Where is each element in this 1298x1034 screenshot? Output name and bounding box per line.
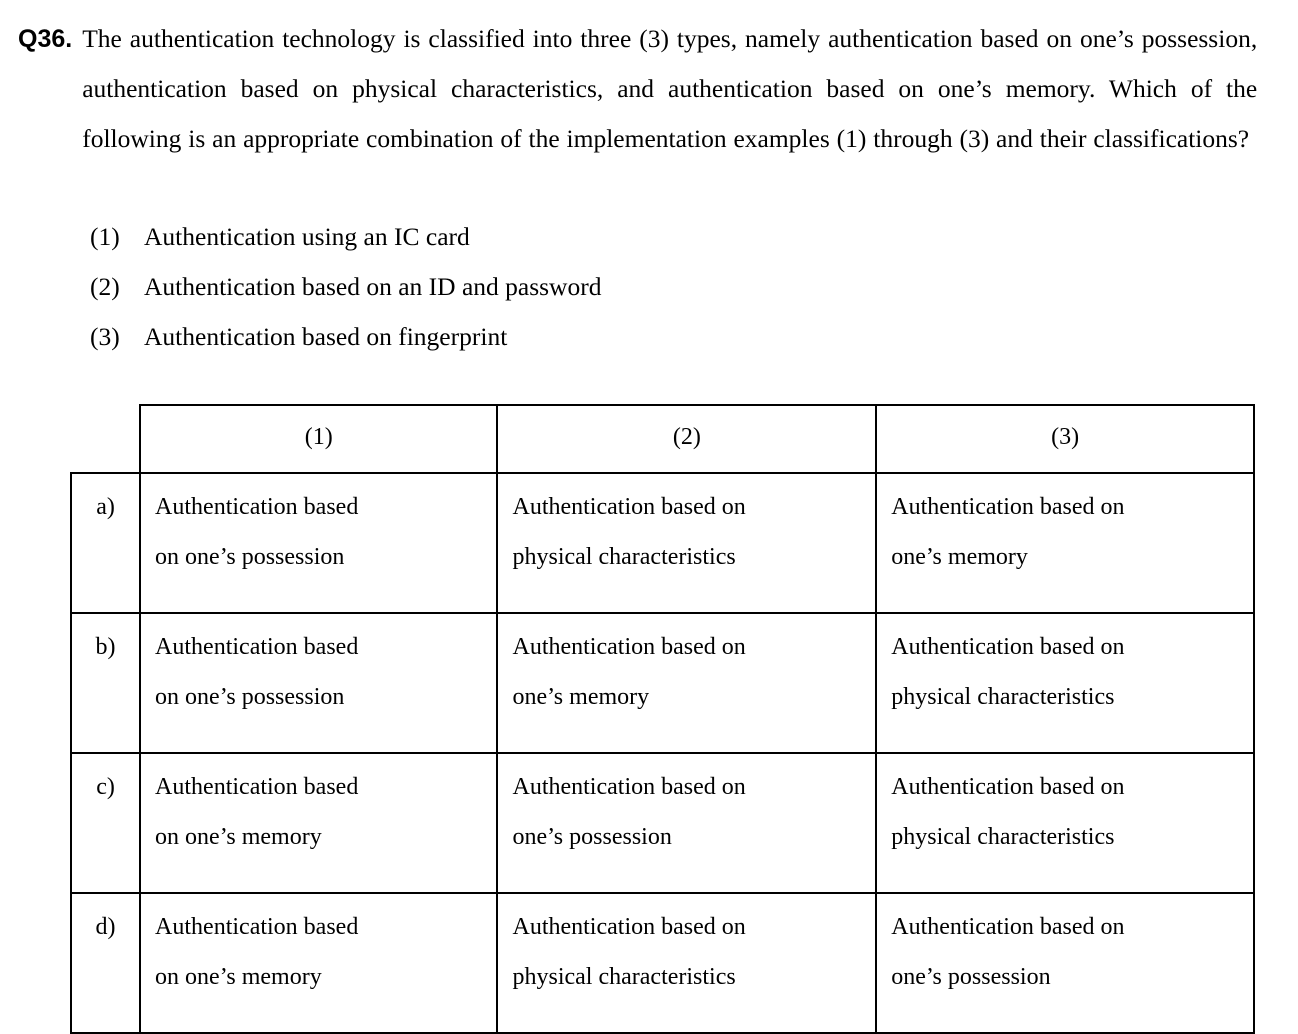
cell-line: Authentication based (155, 494, 359, 520)
cell-line: physical characteristics (512, 964, 736, 990)
option-c-col2 (497, 753, 876, 893)
option-d-col3 (876, 893, 1254, 1033)
list-item (90, 312, 1276, 362)
cell-line: on one’s possession (155, 684, 345, 710)
cell-line: physical characteristics (891, 684, 1115, 710)
cell-line: one’s possession (891, 964, 1051, 990)
option-c-col1 (140, 753, 497, 893)
example-text: Authentication based on fingerprint (144, 322, 508, 351)
cell-line: physical characteristics (891, 824, 1115, 850)
option-key-b: b) (71, 613, 140, 753)
examples-list (18, 212, 1276, 362)
example-number: (1) (90, 222, 120, 251)
question-block (18, 14, 1276, 164)
list-item (90, 212, 1276, 262)
question-number: Q36. (18, 25, 73, 53)
option-key-c: c) (71, 753, 140, 893)
cell-line: Authentication based on (891, 774, 1125, 800)
option-b-col3 (876, 613, 1254, 753)
cell-line: Authentication based (155, 774, 359, 800)
cell-line: Authentication based on (512, 914, 746, 940)
table-header-1: (1) (140, 405, 497, 473)
answer-options-table-wrapper (18, 404, 1276, 1034)
cell-line: Authentication based on (891, 634, 1125, 660)
option-a-col2 (497, 473, 876, 613)
example-text: Authentication using an IC card (144, 222, 470, 251)
cell-line: on one’s memory (155, 824, 322, 850)
cell-line: Authentication based on (512, 774, 746, 800)
option-d-col2 (497, 893, 876, 1033)
question-text: The authentication technology is classified into three (3) types, namely authentication based on one’s possession, authentication based on physical characteristics, and authentication based on one’s memory. Which of the following is an appropriate combination of the implementation examples (1) through (3) and their classifications? (82, 24, 1258, 153)
option-b-col1 (140, 613, 497, 753)
option-key-d: d) (71, 893, 140, 1033)
cell-line: Authentication based on (891, 914, 1125, 940)
cell-line: Authentication based on (512, 634, 746, 660)
list-item (90, 262, 1276, 312)
table-header-row (71, 405, 1254, 473)
cell-line: on one’s memory (155, 964, 322, 990)
cell-line: one’s memory (891, 544, 1028, 570)
example-number: (3) (90, 322, 120, 351)
table-header-3: (3) (876, 405, 1254, 473)
option-key-a: a) (71, 473, 140, 613)
cell-line: on one’s possession (155, 544, 345, 570)
table-header-2: (2) (497, 405, 876, 473)
cell-line: one’s memory (512, 684, 650, 710)
table-row[interactable] (71, 473, 1254, 613)
option-d-col1 (140, 893, 497, 1033)
cell-line: Authentication based on (512, 494, 746, 520)
table-row[interactable] (71, 613, 1254, 753)
table-row[interactable] (71, 893, 1254, 1033)
table-row[interactable] (71, 753, 1254, 893)
example-text: Authentication based on an ID and password (144, 272, 602, 301)
option-a-col1 (140, 473, 497, 613)
cell-line: Authentication based (155, 914, 359, 940)
answer-options-table (70, 404, 1255, 1034)
option-a-col3 (876, 473, 1254, 613)
table-header-blank (71, 405, 140, 473)
cell-line: one’s possession (512, 824, 672, 850)
option-b-col2 (497, 613, 876, 753)
cell-line: Authentication based (155, 634, 359, 660)
example-number: (2) (90, 272, 120, 301)
cell-line: physical characteristics (512, 544, 736, 570)
option-c-col3 (876, 753, 1254, 893)
cell-line: Authentication based on (891, 494, 1125, 520)
